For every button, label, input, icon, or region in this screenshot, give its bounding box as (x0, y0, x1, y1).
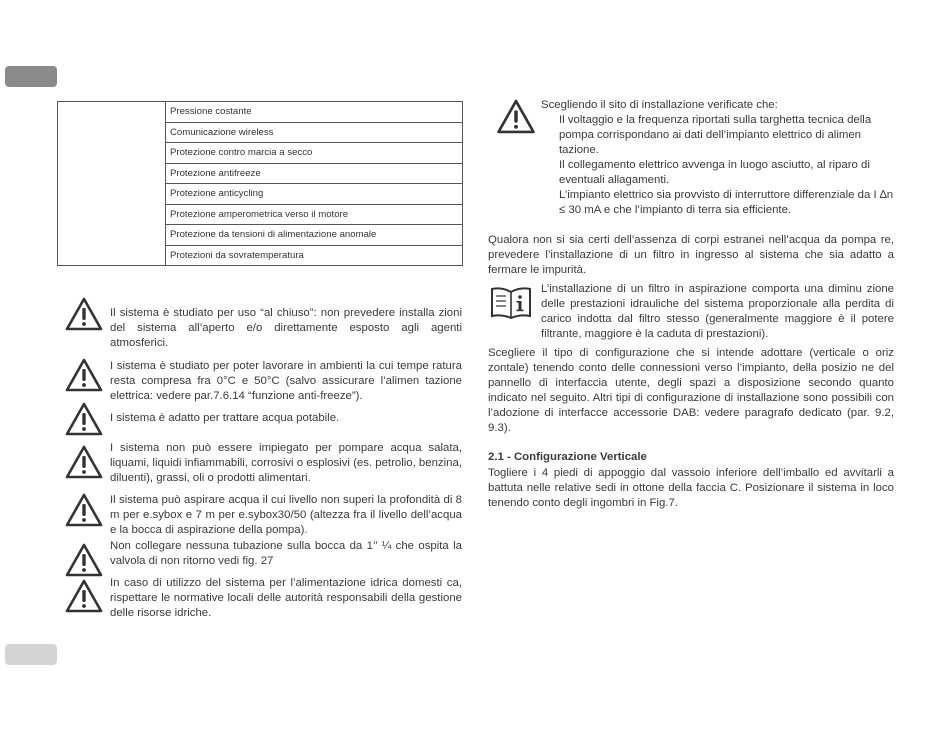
vertical-config-paragraph: Togliere i 4 piedi di appoggio dal vassoio inferiore dell’imballo ed avvitarli a battuta nelle relative sedi in ottone della faccia C. Posizionare il sistema in loco tenendo conto degli ingombri in Fig.7. (488, 467, 894, 509)
filter-paragraph: Qualora non si sia certi dell’assenza di corpi estranei nell’acqua da pompa re, prevedere l’installazione di un filtro in ingresso al sistema che sia adatto a fermare le impurità. (488, 234, 894, 276)
page-tab-marker (5, 66, 57, 87)
features-table-row: Protezione anticycling (166, 184, 463, 205)
configuration-paragraph: Scegliere il tipo di configurazione che si intende adottare (verticale o oriz zontale) tenendo conto delle connessioni verso l’impianto, della posizio ne del pannello di interfaccia utente, degli spazi a disposizione secondo quanto indicato nel seguito. Altri tipi di configurazione di installazione sono possibili con l’adozione di interfacce accessorie DAB: vedere paragrafo dedicato (par. 9.2, 9.3). (488, 347, 894, 434)
features-table-row: Comunicazione wireless (166, 122, 463, 143)
site-warning-item: Il voltaggio e la frequenza riportati sulla targhetta tecnica della pompa corrispondano ai dati dell’impianto elettrico di alimen tazione. (559, 114, 872, 156)
info-manual-icon (489, 285, 533, 321)
warning-triangle-icon (64, 296, 104, 332)
site-warning (541, 98, 897, 218)
warning-triangle-icon (64, 401, 104, 437)
warning-text: I sistema è adatto per trattare acqua potabile. (110, 412, 340, 424)
warning-triangle-icon (64, 444, 104, 480)
warning-text: Non collegare nessuna tubazione sulla bocca da 1’’ ¼ che ospita la valvola di non ritorno vedi fig. 27 (110, 540, 462, 567)
site-warning-item: L’impianto elettrico sia provvisto di interruttore differenziale da I ∆n ≤ 30 mA e che l’impianto di terra sia efficiente. (559, 189, 894, 216)
features-table-blank-cell (58, 102, 166, 266)
warning-triangle-icon (64, 492, 104, 528)
filter-info-note: L’installazione di un filtro in aspirazione comporta una diminu zione delle prestazioni idrauliche del sistema proporzionale alla perdita di carico indotta dal filtro stesso (generalmente maggiore è il potere filtrante, maggiore è la caduta di prestazioni). (541, 283, 894, 340)
warning-text: I sistema non può essere impiegato per pompare acqua salata, liquami, liquidi infiammabili, corrosivi o esplosivi (es. petrolio, benzina, diluenti), grassi, oli o prodotti alimentari. (110, 442, 462, 484)
warning-triangle-icon (64, 578, 104, 614)
features-table-row: Protezione contro marcia a secco (166, 143, 463, 164)
warning-triangle-icon (64, 357, 104, 393)
warning-triangle-icon (495, 98, 537, 135)
warning-text: Il sistema è studiato per uso “al chiuso”: non prevedere installa zioni del sistema all’aperto e/o direttamente esposto agli agenti atmosferici. (110, 307, 462, 349)
warning-triangle-icon (64, 542, 104, 578)
features-table-row: Pressione costante (166, 102, 463, 123)
features-table-row: Protezione da tensioni di alimentazione anomale (166, 225, 463, 246)
features-table-row: Protezione amperometrica verso il motore (166, 204, 463, 225)
warning-text: I sistema è studiato per poter lavorare in ambienti la cui tempe ratura resta compresa fra 0°C e 50°C (salvo assicurare l’alimen tazione elettrica: vedere par.7.6.14 “funzione anti-freeze”). (110, 360, 462, 402)
warning-text: In caso di utilizzo del sistema per l’alimentazione idrica domesti ca, rispettare le normative locali delle autorità responsabili della gestione delle risorse idriche. (110, 577, 462, 619)
section-heading: 2.1 - Configurazione Verticale (488, 451, 647, 463)
features-table-row: Protezione antifreeze (166, 163, 463, 184)
page-number-tab (5, 644, 57, 665)
warning-text: Il sistema può aspirare acqua il cui livello non superi la profondità di 8 m per e.sybox e 7 m per e.sybox30/50 (altezza fra il livello dell’acqua e la bocca di aspirazione della pompa). (110, 494, 462, 536)
site-warning-item: Il collegamento elettrico avvenga in luogo asciutto, al riparo di eventuali allagamenti. (559, 159, 870, 186)
site-warning-intro: Scegliendo il sito di installazione verificate che: (541, 99, 778, 111)
features-table-row: Protezioni da sovratemperatura (166, 245, 463, 266)
features-table (57, 101, 463, 266)
